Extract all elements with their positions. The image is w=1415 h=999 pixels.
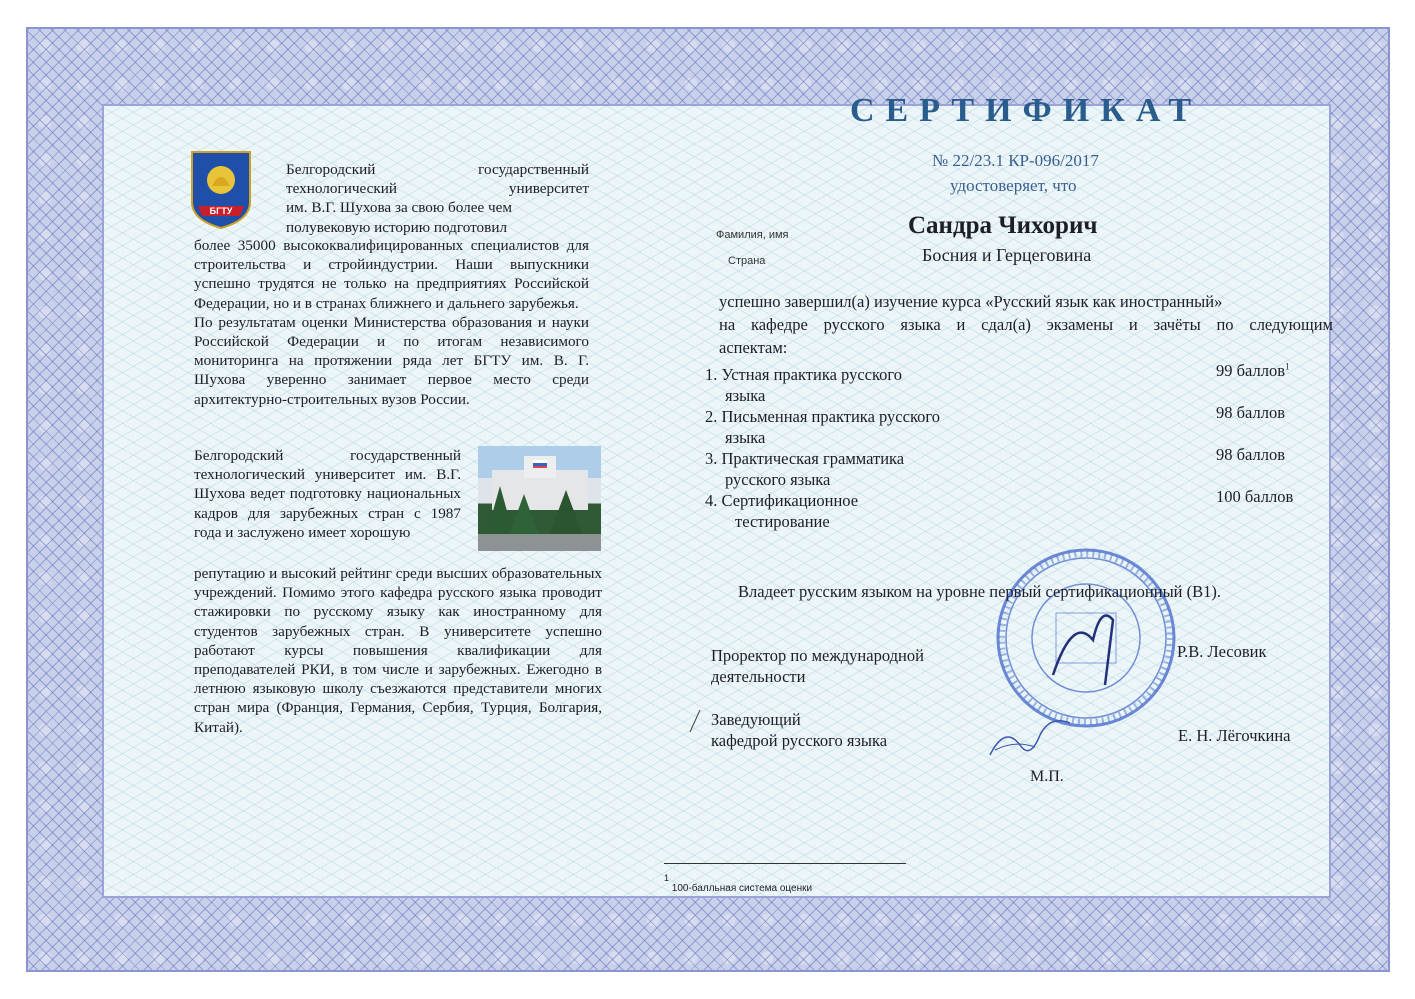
paragraph-foreign-training — [194, 446, 461, 542]
university-building-photo — [478, 446, 601, 551]
attests-text: удостоверяет, что — [950, 176, 1077, 195]
department-head-name: Е. Н. Лёгочкина — [1178, 726, 1291, 745]
aspect-item: 3. Практическая грамматика русского языка — [705, 449, 905, 489]
course-line-3: аспектам: — [719, 338, 788, 357]
seal-place-mark: М.П. — [1030, 768, 1064, 785]
aspect-score: 98 баллов — [1216, 445, 1285, 464]
signature-tick — [688, 708, 702, 739]
prorector-name: Р.В. Лесовик — [1177, 642, 1267, 661]
official-seal — [993, 545, 1179, 731]
svg-text:БГТУ: БГТУ — [209, 206, 233, 216]
aspect-item: 2. Письменная практика русского языка — [705, 407, 940, 447]
holder-country: Босния и Герцеговина — [922, 245, 1092, 265]
paragraph-foreign-training-text: Белгородский государственный технологический университет им. В.Г. Шухова ведет подготовку национальных кадров для зарубежных стран с 1987 года и заслужено имеет хорошую — [194, 447, 461, 541]
university-logo — [190, 150, 252, 230]
footnote-divider — [664, 863, 906, 864]
country-label: Страна — [728, 255, 766, 267]
aspect-item: 1. Устная практика русского языка — [705, 365, 903, 405]
aspect-score: 98 баллов — [1216, 403, 1285, 422]
aspect-score: 99 баллов$^1$ — [1216, 361, 1290, 380]
certificate-number: № 22/23.1 КР-096/2017 — [932, 151, 1099, 170]
name-label: Фамилия, имя — [716, 229, 789, 241]
prorector-title: Проректор по международной деятельности — [711, 646, 924, 686]
intro-line: полувековую историю подготовил — [286, 218, 508, 236]
course-line-2: на кафедре русского языка и сдал(а) экзамены и зачёты по следующим — [719, 315, 1333, 334]
paragraph-graduates: более 35000 высококвалифицированных специалистов для строительства и стройиндустрии. Наши выпускники успешно трудятся не только на предприятиях Российской Федерации, но и в странах ближнего и дальнего зарубежья. — [194, 237, 589, 312]
paragraph-reputation-text: репутацию и высокий рейтинг среди высших образовательных учреждений. Помимо этого кафедра русского языка проводит стажировки по русскому языку как иностранному для студентов зарубежных стран. В университете успешно работают курсы повышения квалификации для преподавателей РКИ, в том числе и зарубежных. Ежегодно в летнюю языковую школу съезжаются представители многих стран мира (Франция, Германия, Сербия, Турция, Болгария, Китай). — [194, 565, 602, 736]
holder-name: Сандра Чихорич — [908, 212, 1098, 239]
intro-line: технологический — [286, 180, 397, 198]
aspect-item: 4. Сертификационное тестирование — [705, 491, 859, 531]
certificate-title: СЕРТИФИКАТ — [850, 92, 1203, 129]
intro-line: государственный — [478, 161, 589, 178]
university-description — [194, 236, 589, 409]
aspect-score: 100 баллов — [1216, 487, 1294, 506]
paragraph-ranking: По результатам оценки Министерства образования и науки Российской Федерации и по итогам независимого мониторинга на протяжении ряда лет БГТУ им. В. Г. Шухова уверенно занимает первое место среди архитектурно-строительных вузов России. — [194, 313, 589, 408]
intro-line: Белгородский — [286, 161, 376, 178]
department-head-title: Заведующий кафедрой русского языка — [711, 710, 888, 750]
signature-scribble — [985, 705, 1075, 770]
course-line-1: успешно завершил(а) изучение курса «Русский язык как иностранный» — [719, 292, 1223, 311]
intro-line: университет — [508, 180, 589, 198]
paragraph-reputation — [194, 564, 602, 737]
intro-line: им. В.Г. Шухова за свою более чем — [286, 199, 513, 217]
intro-text-block — [286, 160, 589, 237]
language-level: Владеет русским языком на уровне первый сертификационный (В1). — [738, 582, 1222, 601]
footnote: $^1$ 100-балльная система оценки — [664, 873, 813, 895]
